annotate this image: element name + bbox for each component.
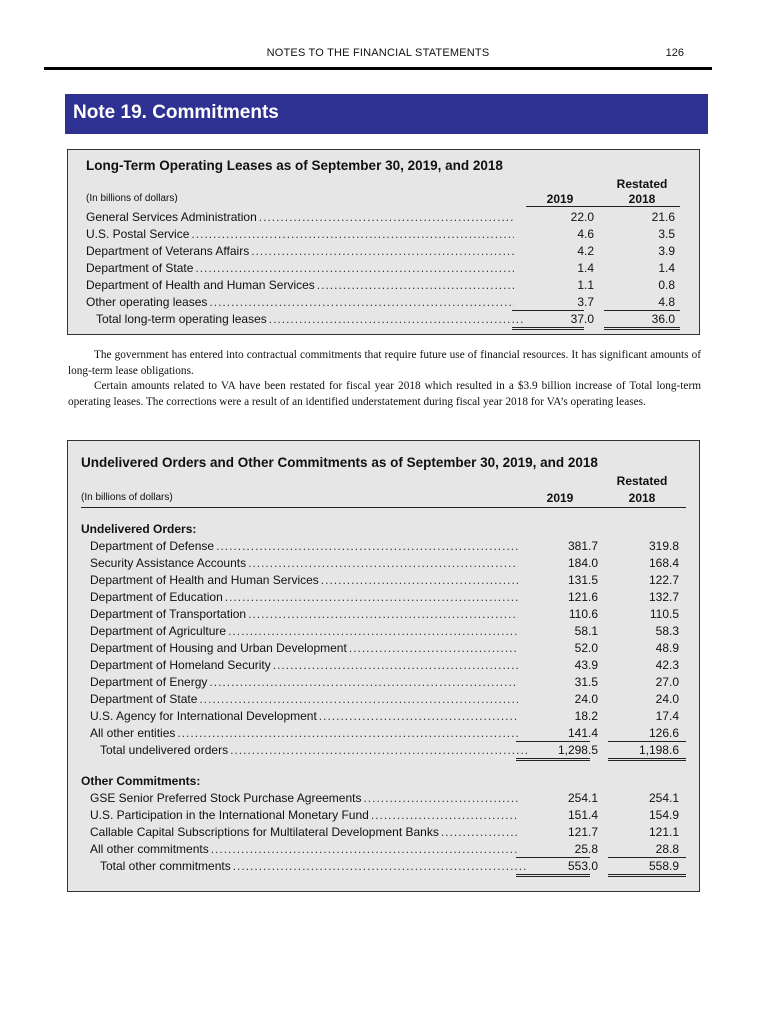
- total-value-2019: 37.0: [570, 312, 594, 326]
- row-value-2018: 17.4: [655, 709, 679, 723]
- table-row: [90, 573, 685, 590]
- row-value-2018: 4.8: [658, 295, 675, 309]
- table-row: [90, 842, 685, 859]
- total-row: [90, 743, 685, 760]
- total-double-rule-2019-a: [516, 874, 590, 875]
- total-double-rule-2019-b: [512, 329, 584, 330]
- row-value-2018: 48.9: [655, 641, 679, 655]
- row-value-2019: 151.4: [567, 808, 598, 822]
- row-label: Department of Housing and Urban Development: [90, 641, 347, 655]
- total-value-2018: 558.9: [648, 859, 679, 873]
- total-value-2018: 36.0: [651, 312, 675, 326]
- row-value-2018: 132.7: [648, 590, 679, 604]
- section-title-undelivered: Undelivered Orders:: [81, 522, 197, 536]
- table-row: [90, 675, 685, 692]
- row-label: Department of Education: [90, 590, 223, 604]
- note-title: Note 19. Commitments: [73, 102, 279, 123]
- table-row: [86, 244, 681, 261]
- row-value-2018: 3.5: [658, 227, 675, 241]
- row-value-2018: 254.1: [648, 791, 679, 805]
- row-label: Department of Veterans Affairs: [86, 244, 250, 258]
- row-value-2018: 121.1: [648, 825, 679, 839]
- total-double-rule-2018-a: [608, 758, 686, 759]
- page-header: [44, 44, 712, 66]
- subtotal-rule-2018: [604, 310, 680, 311]
- table-row: [90, 539, 685, 556]
- row-label: Security Assistance Accounts: [90, 556, 247, 570]
- row-value-2019: 43.9: [574, 658, 598, 672]
- total-row: [90, 859, 685, 876]
- row-label: General Services Administration: [86, 210, 257, 224]
- row-value-2018: 122.7: [648, 573, 679, 587]
- leases-header-rule: [526, 206, 680, 207]
- row-value-2019: 184.0: [567, 556, 598, 570]
- row-value-2019: 131.5: [567, 573, 598, 587]
- row-value-2018: 24.0: [655, 692, 679, 706]
- row-label: U.S. Agency for International Development: [90, 709, 317, 723]
- page-number: 126: [665, 47, 684, 59]
- row-value-2018: 126.6: [648, 726, 679, 740]
- row-value-2019: 121.6: [567, 590, 598, 604]
- orders-col-2019: 2019: [546, 491, 574, 505]
- row-label: Department of State: [86, 261, 194, 275]
- row-value-2019: 31.5: [574, 675, 598, 689]
- table-row: [90, 692, 685, 709]
- row-value-2019: 4.2: [577, 244, 594, 258]
- table-row: [90, 607, 685, 624]
- total-row: [86, 312, 681, 329]
- table-row: [90, 709, 685, 726]
- orders-table: [67, 440, 700, 892]
- leases-units: (In billions of dollars): [86, 193, 178, 204]
- table-row: [90, 556, 685, 573]
- row-label: GSE Senior Preferred Stock Purchase Agreements: [90, 791, 362, 805]
- row-value-2018: 3.9: [658, 244, 675, 258]
- total-double-rule-2018-b: [604, 329, 680, 330]
- total-double-rule-2018-b: [608, 760, 686, 761]
- total-double-rule-2019-a: [516, 758, 590, 759]
- body-text: [68, 348, 701, 410]
- paragraph: Certain amounts related to VA have been restated for fiscal year 2018 which resulted in a $3.9 billion increase of Total long-term operating leases. The corrections were a result of an identified understatement during fiscal year 2018 for VA’s operating leases.: [68, 380, 701, 408]
- row-value-2018: 21.6: [651, 210, 675, 224]
- total-label: Total other commitments: [100, 859, 231, 873]
- row-value-2018: 28.8: [655, 842, 679, 856]
- orders-header-rule: [81, 507, 686, 508]
- total-label: Total long-term operating leases: [96, 312, 267, 326]
- table-row: [90, 726, 685, 743]
- table-row: [90, 808, 685, 825]
- orders-table-title: Undelivered Orders and Other Commitments as of September 30, 2019, and 2018: [81, 455, 598, 470]
- header-title: NOTES TO THE FINANCIAL STATEMENTS: [266, 47, 490, 59]
- table-row: [90, 590, 685, 607]
- leases-table: [67, 149, 700, 335]
- table-row: [90, 658, 685, 675]
- total-double-rule-2019-b: [516, 876, 590, 877]
- total-value-2018: 1,198.6: [638, 743, 679, 757]
- row-value-2019: 110.6: [568, 607, 598, 621]
- total-label: Total undelivered orders: [100, 743, 229, 757]
- table-row: [86, 295, 681, 312]
- row-value-2019: 22.0: [570, 210, 594, 224]
- section-title-other: Other Commitments:: [81, 774, 201, 788]
- row-value-2019: 1.4: [577, 261, 594, 275]
- leases-col-2018: 2018: [628, 192, 656, 206]
- row-value-2019: 4.6: [577, 227, 594, 241]
- leases-col-restated: Restated: [616, 177, 668, 191]
- row-value-2018: 0.8: [658, 278, 675, 292]
- total-double-rule-2018-a: [608, 874, 686, 875]
- row-label: Department of Transportation: [90, 607, 247, 621]
- table-row: [90, 791, 685, 808]
- row-label: Department of Agriculture: [90, 624, 227, 638]
- row-value-2019: 25.8: [574, 842, 598, 856]
- orders-col-restated: Restated: [616, 474, 668, 488]
- orders-col-2018: 2018: [628, 491, 656, 505]
- table-row: [90, 825, 685, 842]
- leases-table-title: Long-Term Operating Leases as of September 30, 2019, and 2018: [86, 158, 503, 173]
- table-row: [90, 624, 685, 641]
- row-value-2018: 58.3: [655, 624, 679, 638]
- table-row: [90, 641, 685, 658]
- table-row: [86, 227, 681, 244]
- row-label: All other entities: [90, 726, 176, 740]
- paragraph: The government has entered into contractual commitments that require future use of financial resources. It has significant amounts of long-term lease obligations.: [68, 349, 701, 377]
- row-value-2019: 3.7: [577, 295, 594, 309]
- row-value-2019: 18.2: [574, 709, 598, 723]
- row-value-2018: 319.8: [648, 539, 679, 553]
- total-value-2019: 1,298.5: [557, 743, 598, 757]
- row-label: Department of Energy: [90, 675, 208, 689]
- row-label: Department of Health and Human Services: [86, 278, 315, 292]
- row-value-2019: 1.1: [577, 278, 594, 292]
- row-label: Department of Homeland Security: [90, 658, 271, 672]
- row-label: U.S. Postal Service: [86, 227, 190, 241]
- row-label: Department of Health and Human Services: [90, 573, 319, 587]
- note-title-banner: [65, 94, 708, 134]
- subtotal-rule-2018: [608, 741, 686, 742]
- total-double-rule-2018-b: [608, 876, 686, 877]
- leases-col-2019: 2019: [546, 192, 574, 206]
- row-label: Callable Capital Subscriptions for Multilateral Development Banks: [90, 825, 439, 839]
- row-label: Other operating leases: [86, 295, 208, 309]
- total-double-rule-2019-b: [516, 760, 590, 761]
- orders-units: (In billions of dollars): [81, 492, 173, 503]
- row-label: Department of Defense: [90, 539, 215, 553]
- row-value-2019: 121.7: [567, 825, 598, 839]
- table-row: [86, 261, 681, 278]
- row-value-2018: 42.3: [655, 658, 679, 672]
- table-row: [86, 278, 681, 295]
- row-value-2019: 24.0: [574, 692, 598, 706]
- row-value-2019: 52.0: [574, 641, 598, 655]
- subtotal-rule-2019: [512, 310, 584, 311]
- row-value-2018: 168.4: [648, 556, 679, 570]
- row-value-2018: 154.9: [648, 808, 679, 822]
- row-value-2018: 110.5: [649, 607, 679, 621]
- total-double-rule-2018-a: [604, 327, 680, 328]
- total-value-2019: 553.0: [567, 859, 598, 873]
- row-label: All other commitments: [90, 842, 209, 856]
- subtotal-rule-2019: [516, 741, 590, 742]
- subtotal-rule-2019: [516, 857, 590, 858]
- row-value-2019: 254.1: [567, 791, 598, 805]
- row-value-2018: 27.0: [655, 675, 679, 689]
- row-value-2019: 58.1: [574, 624, 598, 638]
- subtotal-rule-2018: [608, 857, 686, 858]
- total-double-rule-2019-a: [512, 327, 584, 328]
- row-value-2018: 1.4: [658, 261, 675, 275]
- row-label: U.S. Participation in the International Monetary Fund: [90, 808, 369, 822]
- row-value-2019: 141.4: [567, 726, 598, 740]
- row-label: Department of State: [90, 692, 198, 706]
- table-row: [86, 210, 681, 227]
- header-rule: [44, 67, 712, 70]
- row-value-2019: 381.7: [567, 539, 598, 553]
